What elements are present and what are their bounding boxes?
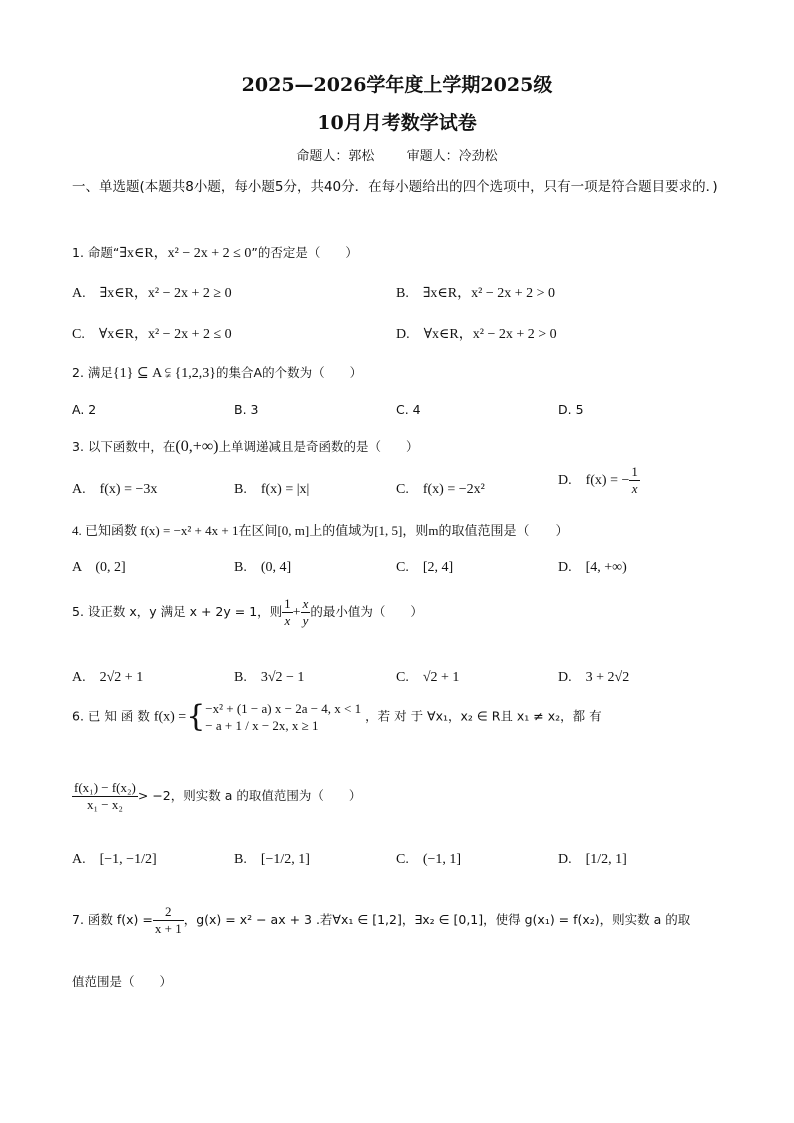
q2-option-a[interactable]: A. 2 (72, 402, 97, 417)
q3-option-b[interactable]: B. f(x) = |x| (234, 482, 310, 497)
q1-post: ”的否定是（ ） (251, 245, 358, 260)
q1-pre: 1. 命题“ (72, 245, 120, 260)
q7-pre: 7. 函数 f(x) = (72, 912, 153, 927)
q3-pre: 3. 以下函数中，在 (72, 439, 176, 454)
q1-option-b[interactable]: B. ∃x∈R，x² − 2x + 2 > 0 (396, 286, 556, 301)
q6-condition (72, 780, 361, 813)
section1-intro: 一、单选题(本题共8小题，每小题5分，共40分．在每小题给出的四个选项中，只有一项是符合题目要求的．) (72, 179, 718, 195)
q3-option-a[interactable]: A. f(x) = −3x (72, 482, 158, 497)
reviewer-label: 审题人：冷劲松 (406, 149, 498, 164)
q4-option-d[interactable]: D. [4, +∞) (558, 560, 627, 575)
question-7-stem (72, 904, 690, 937)
q3-post: 上单调递减且是奇函数的是（ ） (218, 439, 419, 454)
q5-fraction-1 (282, 596, 293, 629)
question-2-stem (72, 363, 362, 382)
q5-post: 的最小值为（ ） (310, 604, 423, 619)
question-3-stem (72, 437, 419, 456)
q5-fraction-2 (301, 596, 311, 629)
q7-post: ，g(x) = x² − ax + 3 .若∀x₁ ∈ [1,2]，∃x₂ ∈ [0,1]，使得 g(x₁) = f(x₂)，则实数 a 的取 (183, 912, 691, 927)
q4-option-c[interactable]: C. [2, 4] (396, 560, 454, 575)
q6-cond-post: > −2，则实数 a 的取值范围为（ ） (137, 788, 362, 803)
q2-post: 的集合A的个数为（ ） (216, 365, 363, 380)
question-5-stem (72, 596, 423, 629)
q3-d-den: x (631, 481, 638, 496)
exam-title-line2: 10月月考数学试卷 (317, 112, 477, 134)
q4-option-b[interactable]: B. (0, 4] (234, 560, 292, 575)
q7-f-den: x + 1 (154, 921, 182, 936)
q5-plus: + (292, 605, 301, 620)
q6-cond-den: x₁ − x₂ (86, 797, 123, 812)
q6-cond-num: f(x₁) − f(x₂) (74, 780, 136, 795)
q6-piecewise (205, 700, 361, 734)
q1-math: ∃x∈R，x² − 2x + 2 ≤ 0 (119, 246, 252, 261)
q3-d-num: 1 (631, 464, 638, 479)
question-6-stem (72, 700, 602, 734)
q3-d-pre: D. f(x) = − (558, 473, 630, 488)
q5-option-c[interactable]: C. √2 + 1 (396, 670, 460, 685)
authors-line (0, 145, 794, 164)
q5-option-a[interactable]: A. 2√2 + 1 (72, 670, 144, 685)
q3-option-d[interactable] (558, 464, 640, 497)
q5-f2-den: y (302, 613, 309, 628)
q6-cond-fraction (72, 780, 138, 813)
q1-option-a[interactable]: A. ∃x∈R，x² − 2x + 2 ≥ 0 (72, 286, 232, 301)
q6-option-d[interactable]: D. [1/2, 1] (558, 852, 627, 867)
setter-label: 命题人：郭松 (296, 149, 375, 164)
q5-option-b[interactable]: B. 3√2 − 1 (234, 670, 305, 685)
question-7-line2: 值范围是（ ） (72, 974, 173, 989)
q5-option-d[interactable]: D. 3 + 2√2 (558, 670, 630, 685)
q5-f1-num: 1 (284, 596, 291, 611)
q3-option-c[interactable]: C. f(x) = −2x² (396, 482, 485, 497)
q1-option-c[interactable]: C. ∀x∈R，x² − 2x + 2 ≤ 0 (72, 327, 232, 342)
q6-left-brace: { (186, 699, 206, 734)
question-4-stem: 4. 已知函数 f(x) = −x² + 4x + 1在区间[0, m]上的值域为[1, 5]，则m的取值范围是（ ） (72, 523, 569, 538)
q6-pre: 6. 已 知 函 数 (72, 708, 150, 724)
q2-option-c[interactable]: C. 4 (396, 402, 421, 417)
exam-title-line1: 2025—2026学年度上学期2025级 (241, 74, 553, 96)
q6-case1: −x² + (1 − a) x − 2a − 4, x < 1 (205, 701, 362, 716)
q5-f1-den: x (284, 613, 291, 628)
q2-pre: 2. 满足 (72, 365, 113, 380)
q2-option-d[interactable]: D. 5 (558, 402, 584, 417)
q6-case2: − a + 1 / x − 2x, x ≥ 1 (205, 718, 319, 733)
q3-interval: (0,+∞) (175, 438, 219, 455)
q5-f2-num: x (302, 596, 309, 611)
q7-f-num: 2 (153, 904, 184, 921)
q4-option-a[interactable]: A (0, 2] (72, 560, 126, 575)
q1-option-d[interactable]: D. ∀x∈R，x² − 2x + 2 > 0 (396, 327, 557, 342)
q6-mid: ，若 对 于 ∀x₁，x₂ ∈ R且 x₁ ≠ x₂，都 有 (365, 708, 602, 724)
q7-f-fraction (153, 904, 184, 937)
q5-pre: 5. 设正数 x，y 满足 x + 2y = 1，则 (72, 604, 283, 619)
q2-option-b[interactable]: B. 3 (234, 402, 259, 417)
q6-option-b[interactable]: B. [−1/2, 1] (234, 852, 310, 867)
q6-fx: f(x) = (153, 709, 187, 725)
q6-option-c[interactable]: C. (−1, 1] (396, 852, 462, 867)
q3-d-fraction (629, 464, 640, 497)
q2-math: {1} ⊆ A ⫋ {1,2,3} (112, 366, 217, 381)
q6-option-a[interactable]: A. [−1, −1/2] (72, 852, 157, 867)
question-1-stem (72, 242, 358, 262)
